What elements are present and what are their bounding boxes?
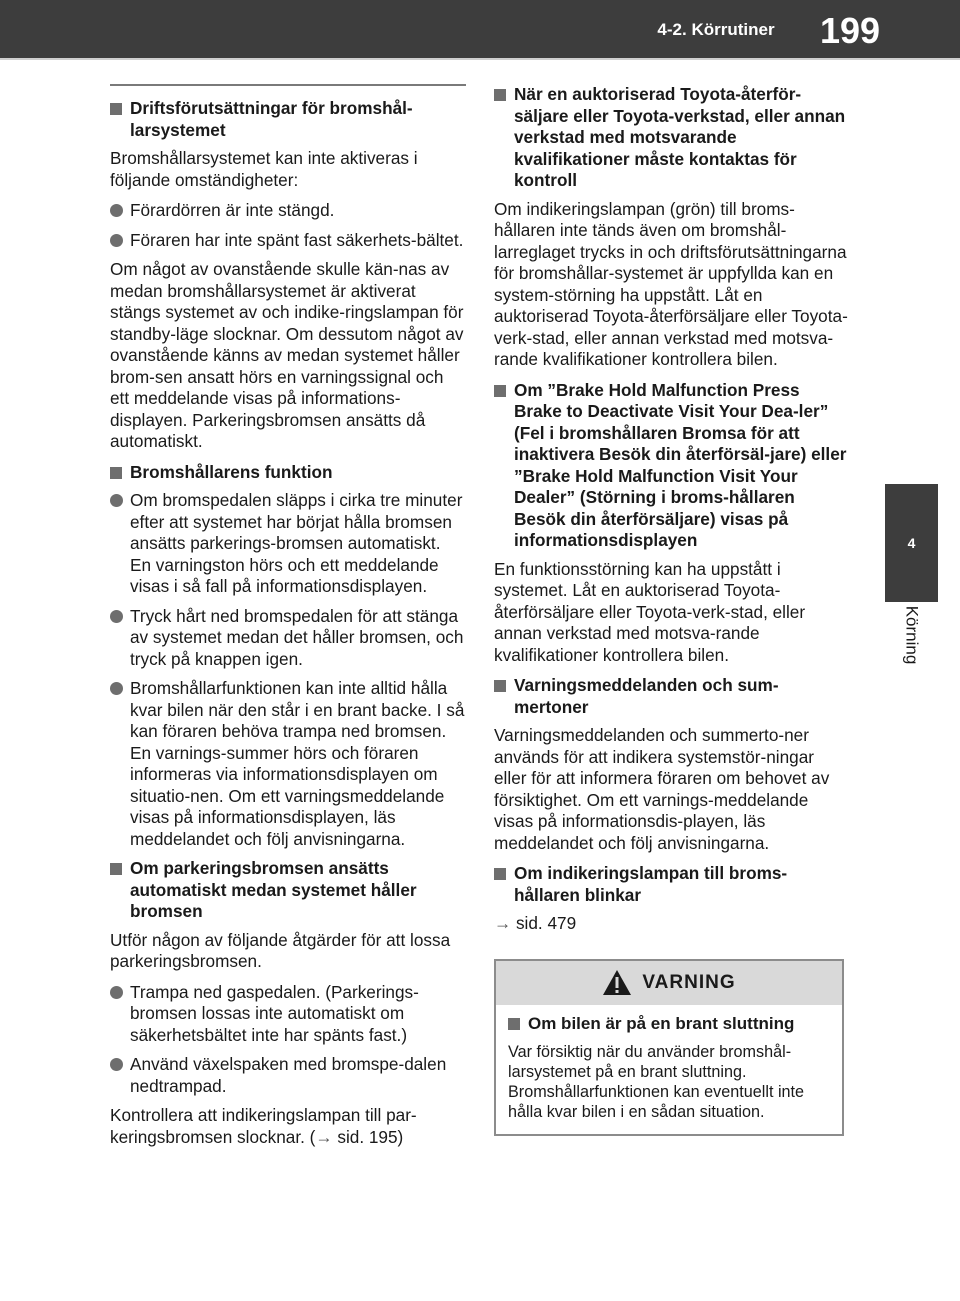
column-top-rule <box>110 84 466 86</box>
heading-warning-messages: Varningsmeddelanden och sum-mertoner <box>494 675 848 718</box>
heading-operating-conditions: Driftsförutsättningar för bromshål-larsystemet <box>110 98 466 141</box>
arrow-icon: → <box>494 913 512 933</box>
warning-triangle-icon <box>602 969 632 996</box>
page-reference-link[interactable]: sid. 195) <box>332 1126 404 1147</box>
warning-header <box>496 961 842 1005</box>
paragraph: Bromshållarsystemet kan inte aktiveras i följande omständigheter: <box>110 148 418 190</box>
warning-body <box>496 1005 842 1135</box>
warning-heading: Om bilen är på en brant sluttning <box>508 1013 832 1035</box>
paragraph: Om indikeringslampan (grön) till broms-hållaren inte tänds även om bromshål-larreglaget trycks in och driftsförutsättningarna för bromshållar-systemet är uppfyllda kan en system-störning ha uppstått. Låt en auktoriserad Toyota-återförsäljare eller Toyota-verk-stad, eller annan verkstad med motsva-rande kvalifikationer kontrollera bilen. <box>494 198 848 369</box>
heading-contact-dealer: När en auktoriserad Toyota-återför-säljare eller Toyota-verkstad, eller annan verkstad med motsvarande kvalifikationer måste kontaktas för kontroll <box>494 84 848 192</box>
warning-text: Var försiktig när du använder bromshål-larsystemet på en brant sluttning. Bromshållarfunktionen kan eventuellt inte hålla kvar bilen i en sådan situation. <box>508 1043 805 1121</box>
section-title: 4-2. Körrutiner <box>657 20 775 39</box>
page-reference <box>494 913 848 935</box>
chapter-tab[interactable]: 4 <box>885 484 938 602</box>
bullet-item: Bromshållarfunktionen kan inte alltid hålla kvar bilen när den står i en brant backe. I så kan föraren behöva trampa ned bromsen. En varnings-summer hörs och föraren informeras via informationsdisplayen om situatio-nen. Om ett varningsmeddelande visas på informationsdisplayen, läs meddelandet och följ anvisningarna. <box>110 678 466 850</box>
left-column <box>110 84 466 1157</box>
paragraph-text: Kontrollera att indikeringslampan till par-keringsbromsen slocknar. ( <box>110 1105 417 1147</box>
paragraph: En funktionsstörning kan ha uppstått i systemet. Låt en auktoriserad Toyota-återförsäljare eller Toyota-verk-stad, eller annan verkstad med motsva-rande kvalifikationer kontrollera bilen. <box>494 558 806 665</box>
chapter-label: Körning <box>901 605 921 665</box>
heading-parking-brake-applied: Om parkeringsbromsen ansätts automatiskt medan systemet håller bromsen <box>110 858 466 923</box>
bullet-item: Använd växelspaken med bromspe-dalen nedtrampad. <box>110 1054 466 1097</box>
arrow-icon: → <box>315 1126 333 1147</box>
warning-box <box>494 959 844 1137</box>
paragraph: Utför någon av följande åtgärder för att lossa parkeringsbromsen. <box>110 929 451 971</box>
chapter-label-box <box>875 580 947 690</box>
page-reference-link[interactable]: sid. 479 <box>511 913 577 933</box>
header-divider <box>0 58 960 60</box>
paragraph-with-reference <box>110 1105 466 1148</box>
bullet-item: Tryck hårt ned bromspedalen för att stänga av systemet medan det håller bromsen, och tryck på knappen igen. <box>110 606 466 671</box>
paragraph: Om något av ovanstående skulle kän-nas av medan bromshållarsystemet är aktiverat stängs systemet av och indike-ringslampan för standby-läge slocknar. Om dessutom något av ovanstående känns av medan systemet håller brom-sen ansatt hörs en varningssignal och ett meddelande visas på informations-displayen. Parkeringsbromsen ansätts då automatiskt. <box>110 259 464 451</box>
bullet-item: Förardörren är inte stängd. <box>110 200 466 222</box>
warning-title: VARNING <box>642 971 736 993</box>
heading-indicator-flashes: Om indikeringslampan till broms-hållaren blinkar <box>494 863 848 906</box>
heading-brake-hold-function: Bromshållarens funktion <box>110 462 466 484</box>
bullet-item: Trampa ned gaspedalen. (Parkerings-bromsen lossas inte automatiskt om säkerhetsbältet inte har spänts fast.) <box>110 982 466 1047</box>
right-column <box>494 84 848 1136</box>
page-number: 199 <box>819 10 881 51</box>
paragraph: Varningsmeddelanden och summerto-ner används för att indikera systemstör-ningar eller för att informera föraren om behovet av försiktighet. Om ett varnings-meddelande visas på informationsdis-playen, läs meddelandet och följ anvisningarna. <box>494 725 830 853</box>
bullet-item: Om bromspedalen släpps i cirka tre minuter efter att systemet har börjat hålla bromsen ansätts parkerings-bromsen automatiskt. En varningston hörs och ett meddelande visas i så fall på informationsdisplayen. <box>110 490 466 598</box>
bullet-item: Föraren har inte spänt fast säkerhets-bältet. <box>110 230 466 252</box>
heading-malfunction-message: Om ”Brake Hold Malfunction Press Brake to Deactivate Visit Your Dea-ler” (Fel i bromshållaren Bromsa för att inaktivera Besök din återförsäl-jare) eller ”Brake Hold Malfunction Visit Your Dealer” (Störning i broms-hållaren Besök din återförsäljare) visas på informationsdisplayen <box>494 380 848 552</box>
